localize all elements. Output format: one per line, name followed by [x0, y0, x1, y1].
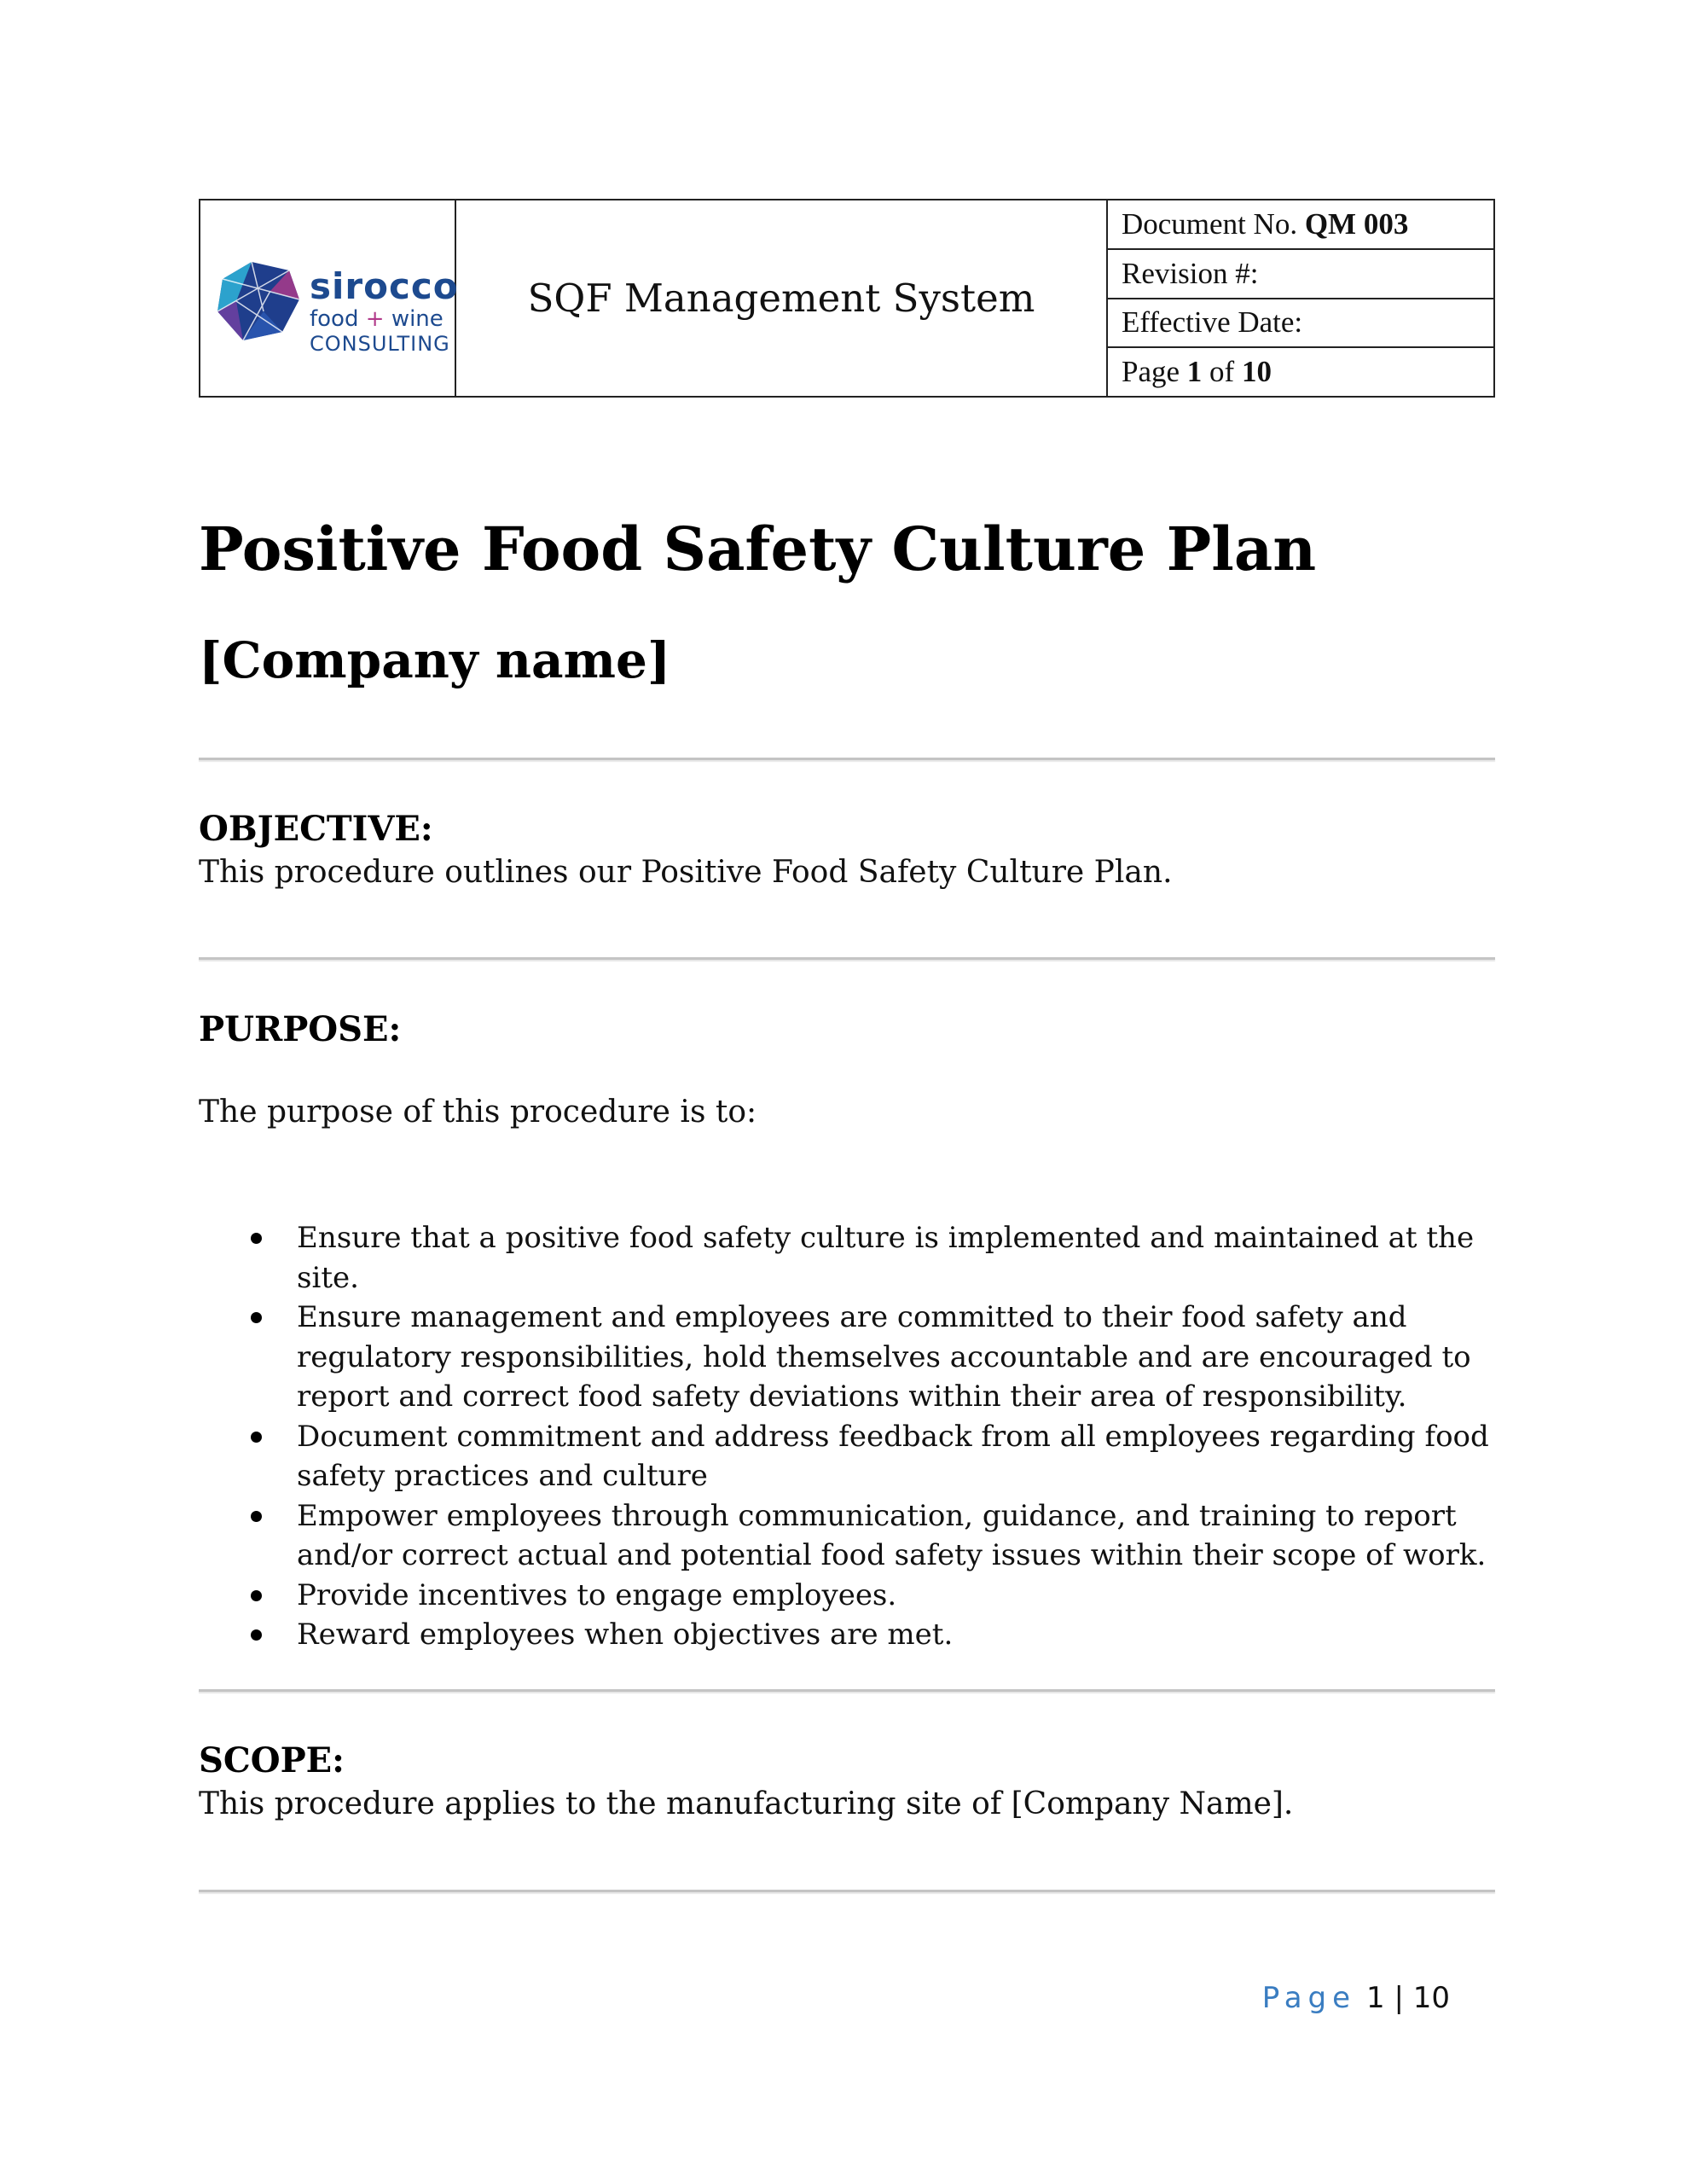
logo-wine: wine [391, 306, 443, 332]
logo-wordmark [310, 265, 459, 356]
purpose-heading: PURPOSE: [199, 1009, 402, 1049]
logo-plus: + [365, 306, 385, 332]
company-name: [Company name] [199, 631, 671, 689]
bullet-icon [251, 1312, 262, 1323]
document-header-table [199, 199, 1495, 398]
objective-text: This procedure outlines our Positive Food Safety Culture Plan. [199, 855, 1173, 890]
logo-consulting: CONSULTING [310, 332, 450, 356]
bullet-icon [251, 1511, 262, 1522]
scope-text: This procedure applies to the manufacturing site of [Company Name]. [199, 1786, 1294, 1821]
bullet-icon [251, 1233, 262, 1244]
doc-no-label: Document No. [1122, 206, 1298, 241]
system-title-cell [456, 200, 1108, 396]
list-item [239, 1576, 1510, 1616]
page-label: Page [1122, 355, 1180, 389]
bullet-icon [251, 1590, 262, 1601]
page-total: 10 [1241, 355, 1272, 389]
revision-label: Revision #: [1122, 256, 1259, 290]
section-divider [199, 1890, 1495, 1892]
list-item [239, 1218, 1510, 1298]
document-number-row [1108, 200, 1493, 250]
list-item-text: Ensure that a positive food safety culture is implemented and maintained at the site. [297, 1221, 1475, 1295]
document-info-cell [1108, 200, 1493, 396]
effective-date-row [1108, 299, 1493, 349]
effective-date-label: Effective Date: [1122, 305, 1303, 340]
list-item [239, 1417, 1510, 1496]
footer-page-word: Page [1261, 1981, 1357, 2015]
scope-heading: SCOPE: [199, 1740, 345, 1780]
purpose-intro: The purpose of this procedure is to: [199, 1095, 757, 1130]
bullet-icon [251, 1432, 262, 1443]
logo-food: food [310, 306, 359, 332]
doc-no-value: QM 003 [1304, 206, 1409, 241]
list-item [239, 1496, 1510, 1576]
logo-brand: sirocco [310, 265, 459, 307]
list-item-text: Document commitment and address feedback from all employees regarding food safety practices and culture [297, 1419, 1489, 1493]
section-divider [199, 957, 1495, 960]
objective-heading: OBJECTIVE: [199, 809, 433, 849]
purpose-list [239, 1218, 1510, 1655]
logo-tagline [310, 308, 459, 330]
revision-row [1108, 250, 1493, 299]
section-divider [199, 1689, 1495, 1692]
list-item-text: Provide incentives to engage employees. [297, 1577, 897, 1612]
list-item-text: Reward employees when objectives are met. [297, 1618, 954, 1652]
system-title: SQF Management System [527, 276, 1035, 321]
list-item [239, 1615, 1510, 1655]
logo-cell [200, 200, 459, 396]
page-current: 1 [1186, 355, 1203, 389]
list-item-text: Empower employees through communication, guidance, and training to report and/or correct actual and potential food safety issues within their scope of work. [297, 1498, 1487, 1572]
section-divider [199, 758, 1495, 760]
document-title: Positive Food Safety Culture Plan [199, 514, 1317, 584]
sirocco-logo-icon [211, 258, 304, 344]
page-count-row [1108, 348, 1493, 396]
footer-page-number: 1 | 10 [1366, 1981, 1450, 2015]
list-item [239, 1298, 1510, 1417]
list-item-text: Ensure management and employees are committed to their food safety and regulatory responsibilities, hold themselves accountable and are encouraged to report and correct food safety deviations within their area of responsibility. [297, 1300, 1471, 1414]
page-of: of [1209, 355, 1235, 389]
bullet-icon [251, 1629, 262, 1641]
page-footer [1262, 1981, 1450, 2015]
